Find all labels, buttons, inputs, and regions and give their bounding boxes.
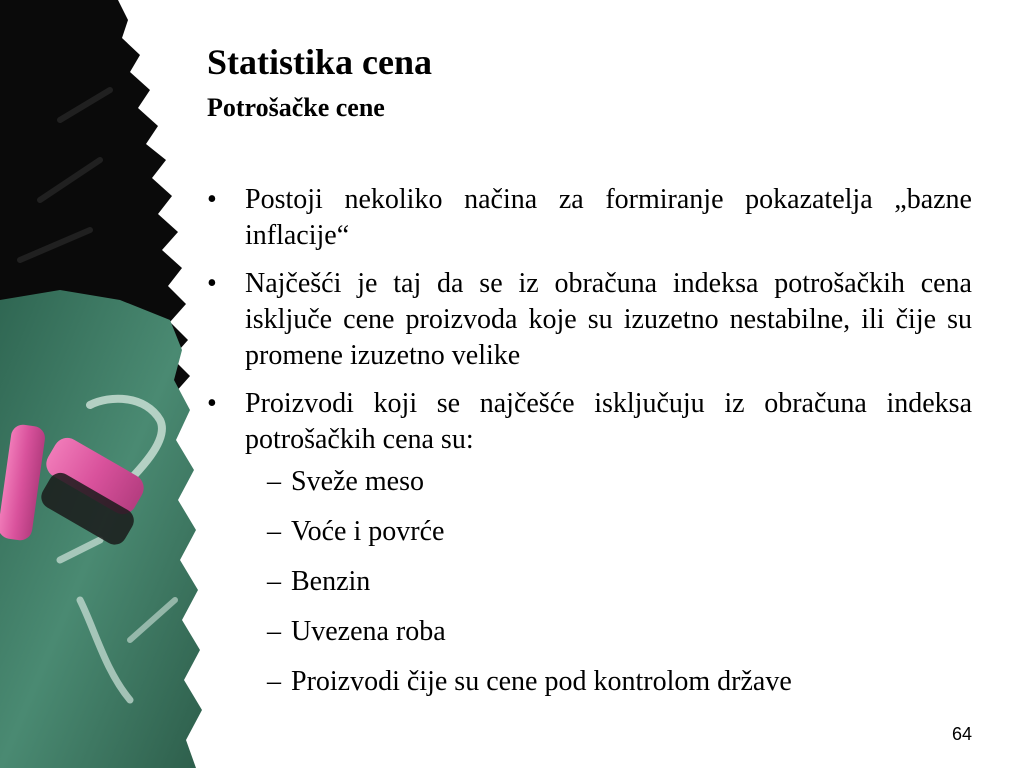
sub-item: – Uvezena roba [245,614,972,664]
sub-item: – Benzin [245,564,972,614]
bullet-item: • Postoji nekoliko načina za formiranje pokazatelja „bazne inflacije“ [207,182,972,254]
bullet-list [207,182,972,726]
chalkboard-decoration [0,0,240,768]
bullet-item: • Najčešći je taj da se iz obračuna indeksa potrošačkih cena isključe cene proizvoda koje su izuzetno nestabilne, ili čije su promene izuzetno velike [207,266,972,374]
sub-item: – Voće i povrće [245,514,972,564]
sub-item: – Sveže meso [245,464,972,514]
page-number: 64 [951,724,972,744]
bullet-item-with-sublist [207,386,972,714]
sub-list [245,464,972,714]
bullet-item-text: Proizvodi koji se najčešće isključuju iz obračuna indeksa potrošačkih cena su: [245,388,972,455]
slide-subtitle: Potrošačke cene [207,93,385,122]
slide-title: Statistika cena [207,42,432,82]
sub-item: – Proizvodi čije su cene pod kontrolom države [245,664,972,714]
